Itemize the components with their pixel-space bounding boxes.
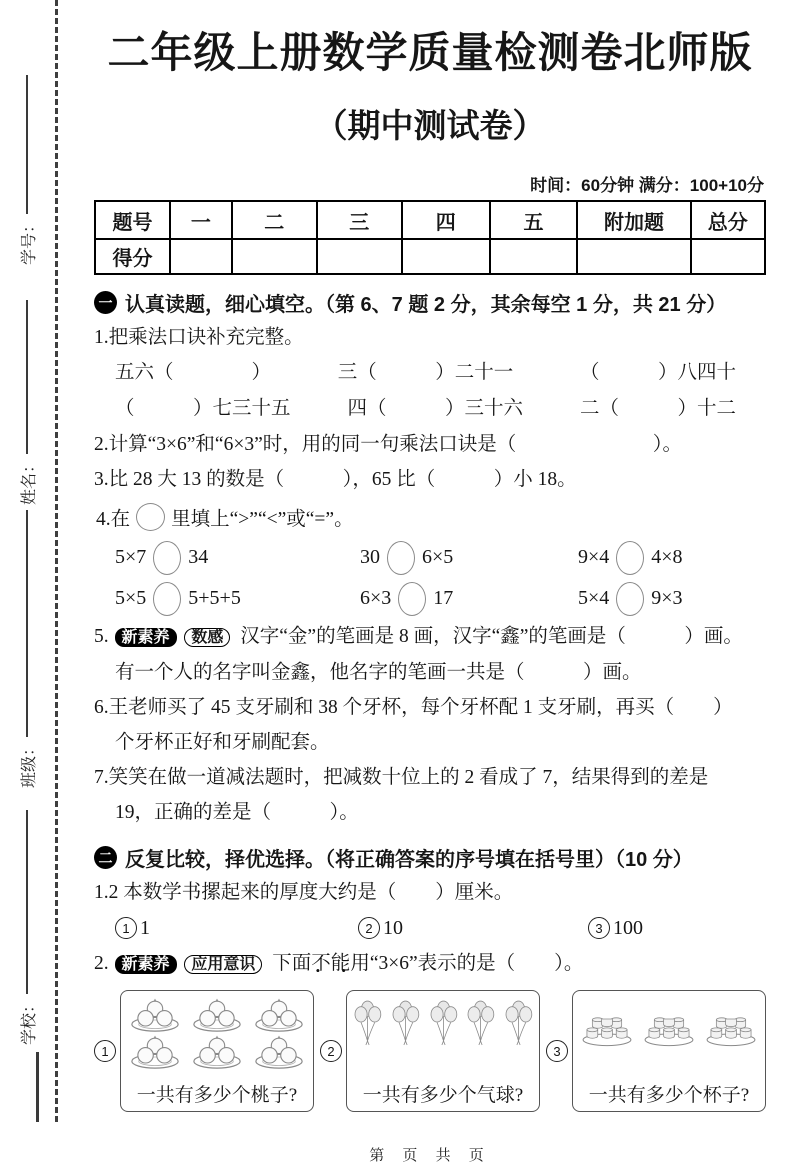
question-1-row-2	[94, 391, 766, 427]
score-table-header: 五	[490, 201, 578, 239]
figure-caption: 一共有多少个气球?	[362, 1085, 524, 1106]
section-1-heading	[94, 288, 766, 317]
number-sense-badge: 数感	[184, 628, 230, 647]
question-4-suffix: 里填上“>”“<”或“=”。	[171, 509, 354, 530]
figure-option-1	[94, 990, 314, 1112]
section-2-title: 反复比较，择优选择。（将正确答案的序号填在括号里）（10 分）	[125, 849, 693, 871]
circled-number-icon: 3	[588, 917, 610, 939]
circled-number-icon: 3	[546, 1040, 568, 1062]
peach-plate-icon	[190, 1033, 244, 1069]
figure-caption: 一共有多少个桃子?	[136, 1085, 298, 1106]
question-5-text: 汉字“金”的笔画是 8 画，汉字“鑫”的笔画是（ ）画。	[240, 626, 743, 647]
student-number-label: 学号：	[20, 216, 38, 265]
score-cell	[402, 239, 490, 274]
binding-dashed-line	[55, 0, 58, 1122]
page-footer: 第 页 共 页	[369, 1147, 491, 1164]
balloon-bunch-icon	[466, 996, 495, 1052]
section-1-title: 认真读题，细心填空。（第 6、7 题 2 分，其余每空 1 分，共 21 分）	[125, 294, 727, 316]
compare-circle-icon	[616, 582, 644, 616]
score-cell	[490, 239, 578, 274]
score-cell	[691, 239, 765, 274]
bottom-write-line	[36, 1052, 39, 1122]
balloon-bunch-icon	[504, 996, 533, 1052]
option-value: 100	[613, 916, 643, 939]
question-7-line-2: 19，正确的差是（ ）。	[115, 802, 359, 823]
score-table-header: 一	[170, 201, 232, 239]
compare-right: 6×5	[422, 546, 454, 568]
section-two-icon: 二	[94, 846, 117, 869]
score-table-header: 附加题	[577, 201, 690, 239]
question-1: 1.把乘法口诀补充完整。	[94, 327, 304, 348]
peach-plate-icon	[252, 996, 306, 1032]
section2-question-1: 1.2 本数学书摞起来的厚度大约是（ ）厘米。	[94, 882, 514, 903]
option-value: 1	[140, 916, 150, 939]
compare-right: 9×3	[651, 587, 683, 609]
peach-plates-illustration	[124, 996, 310, 1069]
peaches-figure-box	[120, 990, 314, 1112]
page-title: 二年级上册数学质量检测卷北师版	[107, 29, 753, 76]
school-write-line	[26, 810, 28, 994]
score-table-header-row	[95, 201, 765, 239]
compare-circle-icon	[153, 582, 181, 616]
emphasized-text: 不能 • •	[311, 953, 350, 974]
name-field	[16, 300, 38, 505]
score-table-score-row	[95, 239, 765, 274]
compare-right: 34	[188, 546, 209, 568]
student-number-write-line	[26, 75, 28, 214]
question-4-prefix: 4.在	[96, 509, 131, 530]
name-label: 姓名：	[20, 456, 38, 505]
question-6: 6.王老师买了 45 支牙刷和 38 个牙杯，每个牙杯配 1 支牙刷，再买（ ）	[94, 697, 733, 718]
compare-circle-icon	[616, 541, 644, 575]
figure-option-3	[546, 990, 766, 1112]
score-table-header: 总分	[691, 201, 765, 239]
section-one-icon: 一	[94, 291, 117, 314]
balloon-bunches-illustration	[350, 996, 536, 1052]
compare-right: 4×8	[651, 546, 683, 568]
blank-item: 三（ ）二十一	[337, 362, 514, 383]
compare-left: 9×4	[578, 546, 610, 568]
score-table-header: 三	[317, 201, 402, 239]
blank-item: （ ）七三十五	[115, 398, 291, 419]
compare-left: 6×3	[360, 587, 392, 609]
circled-number-icon: 1	[94, 1040, 116, 1062]
question-4-row-2	[94, 578, 766, 619]
compare-circle-icon	[136, 503, 165, 531]
peach-plate-icon	[128, 1033, 182, 1069]
score-cell	[170, 239, 232, 274]
compare-circle-icon	[387, 541, 415, 575]
score-table	[94, 200, 766, 275]
section2-question-2	[94, 946, 766, 982]
question-1-row-1	[94, 355, 766, 391]
section-2-heading	[94, 843, 766, 872]
peach-plate-icon	[252, 1033, 306, 1069]
question-text: 下面	[272, 953, 312, 974]
balloon-bunch-icon	[353, 996, 382, 1052]
score-table-header: 四	[402, 201, 490, 239]
section2-question-1-options	[94, 910, 766, 946]
compare-right: 5+5+5	[188, 587, 241, 609]
option-1	[115, 917, 358, 940]
class-field	[16, 510, 38, 788]
option-value: 10	[383, 916, 403, 939]
cup-tray-icon	[642, 1008, 696, 1050]
school-label: 学校：	[20, 996, 38, 1045]
score-table-header: 二	[232, 201, 317, 239]
option-3	[588, 917, 643, 940]
compare-left: 30	[360, 546, 380, 568]
class-label: 班级：	[20, 739, 38, 788]
blank-item: 四（ ）三十六	[347, 398, 523, 419]
question-5-number: 5.	[94, 626, 109, 647]
question-2: 2.计算“3×6”和“6×3”时，用的同一句乘法口诀是（ ）。	[94, 434, 682, 455]
class-write-line	[26, 510, 28, 737]
question-4-row-1	[94, 537, 766, 578]
cup-trays-illustration	[576, 1008, 762, 1050]
section2-question-2-figures	[94, 990, 766, 1112]
question-5	[94, 619, 766, 655]
compare-circle-icon	[398, 582, 426, 616]
compare-circle-icon	[153, 541, 181, 575]
question-3: 3.比 28 大 13 的数是（ ），65 比（ ）小 18。	[94, 469, 577, 490]
cup-tray-icon	[580, 1008, 634, 1050]
score-table-header: 题号	[95, 201, 170, 239]
option-2	[358, 917, 588, 940]
question-4	[94, 497, 766, 537]
score-cell	[317, 239, 402, 274]
peach-plate-icon	[190, 996, 244, 1032]
compare-left: 5×5	[115, 587, 147, 609]
exam-paper	[94, 10, 766, 1165]
circled-number-icon: 2	[320, 1040, 342, 1062]
score-cell	[232, 239, 317, 274]
balloons-figure-box	[346, 990, 540, 1112]
balloon-bunch-icon	[391, 996, 420, 1052]
school-field	[16, 810, 38, 1045]
question-5-line-2: 有一个人的名字叫金鑫，他名字的笔画一共是（ ）画。	[115, 662, 642, 683]
circled-number-icon: 1	[115, 917, 137, 939]
question-number: 2.	[94, 953, 109, 974]
question-6-line-2: 个牙杯正好和牙刷配套。	[115, 732, 330, 753]
score-row-label: 得分	[95, 239, 170, 274]
peach-plate-icon	[128, 996, 182, 1032]
score-cell	[577, 239, 690, 274]
compare-left: 5×4	[578, 587, 610, 609]
name-write-line	[26, 300, 28, 454]
figure-caption: 一共有多少个杯子?	[588, 1085, 750, 1106]
new-literacy-badge: 新素养	[115, 955, 177, 974]
blank-item: （ ）八四十	[579, 362, 736, 383]
question-7: 7.笑笑在做一道减法题时，把减数十位上的 2 看成了 7，结果得到的差是	[94, 767, 709, 788]
balloon-bunch-icon	[429, 996, 458, 1052]
time-score-info: 时间：60分钟 满分：100+10分	[530, 176, 764, 195]
new-literacy-badge: 新素养	[115, 628, 177, 647]
circled-number-icon: 2	[358, 917, 380, 939]
blank-item: 五六（ ）	[115, 362, 272, 383]
page-subtitle: （期中测试卷）	[314, 107, 546, 144]
application-awareness-badge: 应用意识	[184, 955, 262, 974]
figure-option-2	[320, 990, 540, 1112]
compare-right: 17	[433, 587, 454, 609]
compare-left: 5×7	[115, 546, 147, 568]
cup-tray-icon	[704, 1008, 758, 1050]
blank-item: 二（ ）十二	[579, 398, 736, 419]
cups-figure-box	[572, 990, 766, 1112]
student-number-field	[16, 75, 38, 265]
question-text: 用“3×6”表示的是（ ）。	[350, 953, 584, 974]
